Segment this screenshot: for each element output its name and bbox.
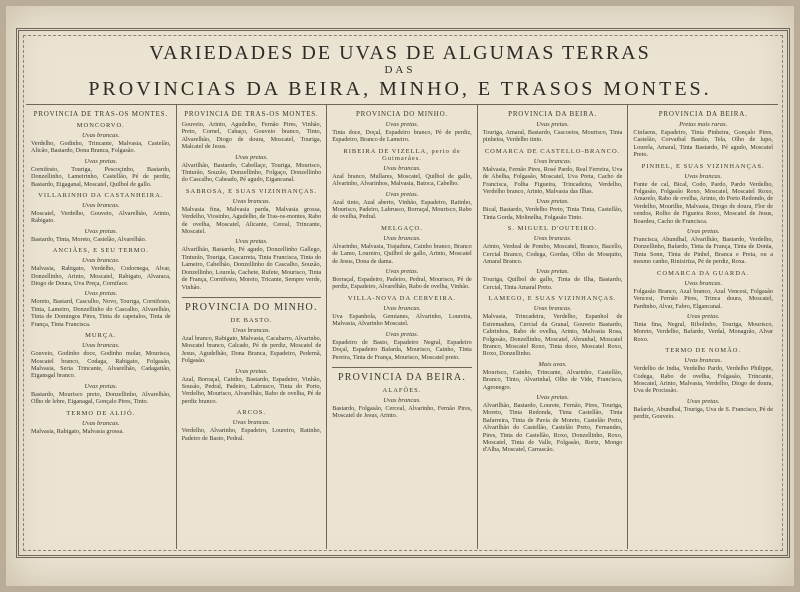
place-heading: DE BASTO. xyxy=(230,316,273,324)
grape-category-label: Uvas pretas. xyxy=(385,121,419,128)
place-heading: TERMO DE ALIJÓ. xyxy=(66,409,136,417)
place-heading: MONCORVO. xyxy=(76,122,125,129)
grape-list-text: Bical, Bastardo, Verdelho Preto, Tinta Tinta, Castellão, Tinta Gorda, Molinelha, Folgasão Tinto. xyxy=(482,206,623,221)
grape-list-text: Gouveio, Arinto, Agudelho, Fernão Pires, Vinhão, Preto, Cornel, Cabaço, Gouveio branco, Tinto, Alvarelhão, Diogo de doura, Moscatel, Touriga, Malcatel de Jesus. xyxy=(181,121,322,151)
grape-category-label: Uvas pretas. xyxy=(385,268,419,276)
column-1 xyxy=(26,105,177,549)
grape-category-label: Uvas pretas. xyxy=(235,238,268,246)
grape-category-label: Uvas brancas. xyxy=(82,202,120,210)
grape-category-label: Uvas brancas. xyxy=(684,357,722,365)
grape-category-label: Uvas brancas. xyxy=(82,132,120,139)
province-heading: PROVINCIA DE TRAS-OS MONTES. xyxy=(33,110,168,118)
grape-category-label: Uvas brancas. xyxy=(232,419,271,427)
grape-list-text: Francisca, Abundhal, Alvarilhão, Bastardo, Verdelho, Donzellinho, Bafardo, Tinta da França, Tinta de Donia, Tinta Sonn, Tinta de Pinhel, Branca e Preta, ou a mesmo canho, Rinisiriza, Pé de perdiz, Roxa. xyxy=(633,236,773,266)
grape-list-text: Bastardo, Tinta, Moreto, Castelão, Alvarelhão. xyxy=(31,235,147,243)
grape-list-text: Malvasia, Rabigato, Verdelho, Codornega, Alvar, Donzellinho, Arinto, Moscatel, Rabigato, Alvaraca, Diogo de Doura, Uva Preça, Corniface. xyxy=(31,265,171,288)
place-heading: COMARCA DE CASTELLO-BRANCO. xyxy=(484,147,621,155)
grape-list-text: Tinta fina, Negral, Ribolinho, Touriga, Mourisco, Moreto, Verdelho, Bafardo, Verdal, Monagrão, Alvar Roxo. xyxy=(633,320,773,343)
columns-container xyxy=(26,104,778,549)
grape-category-label: Uvas brancas. xyxy=(82,257,120,265)
column-3 xyxy=(327,105,478,549)
province-heading: PROVINCIA DE TRAS-OS MONTES. xyxy=(184,110,319,118)
column-2 xyxy=(177,105,328,549)
grape-category-label: Uvas brancas. xyxy=(533,305,572,313)
grape-category-label: Uvas pretas. xyxy=(536,268,569,276)
province-heading: PROVINCIA DO MINHO. xyxy=(355,110,448,118)
grape-list-text: Azal, Borraçal, Cainho, Bastardo, Espadeiro, Vinhão, Sousão, Pedral, Padeiro, Labrusco, Tinta do Porto, Verdelho, Mourisco, Alvarelhão, Rabo de ovelha, Pé de perdiz branco. xyxy=(181,375,322,405)
place-heading: SABROSA, E SUAS VIZINHANÇAS. xyxy=(185,187,317,195)
grape-list-text: Borraçal, Espadeiro, Padeiro, Pedral, Mourisco, Pé de perdiz, Espadeiro, Alvarelhão, Rabo de ovelha, Vinhão. xyxy=(332,276,472,291)
place-heading: PINHEL, E SUAS VIZINHANÇAS. xyxy=(641,162,765,170)
grape-list-text: Fonte de cal, Bical, Codo, Pardo, Pardo Verdelho, Folgasão, Folgasão Roxo, Moscatel, Moscatel Roxo, Amarelo, Rabo de ovelha, Arinto, do Porto Redondo, de Verdelho, Mourilhe, Malvasia, Diogo de doura, Flor de vendos, Rolho de Figueira Roxo, Moscatel de Jesus, Boardeu, Cacho de Francisca. xyxy=(633,180,773,225)
place-heading: VILLARINHO DA CASTANHEIRA. xyxy=(38,192,164,200)
place-heading: TERMO DE NOMÃO. xyxy=(665,347,742,355)
grape-category-label: Uvas brancas. xyxy=(383,304,421,312)
place-heading: S. MIGUEL D'OUTEIRO. xyxy=(507,225,598,233)
grape-category-label: Uvas pretas. xyxy=(686,312,720,320)
grape-category-label: Uvas brancas. xyxy=(232,326,271,334)
grape-list-text: Verdelho, Alvarinho, Espadeiro, Loureiro, Ratinho, Padeiro de Basto, Pedral. xyxy=(181,427,322,442)
grape-category-label: Uvas brancas. xyxy=(383,234,421,242)
grape-category-label: Uvas pretas. xyxy=(84,157,118,165)
place-heading: LAMEGO, E SUAS VIZINHANÇAS. xyxy=(488,295,617,303)
page-title: VARIEDADES DE UVAS DE ALGUMAS TERRAS xyxy=(149,42,651,64)
grape-category-label: Uvas pretas. xyxy=(385,330,419,338)
grape-category-label: Uvas pretas. xyxy=(84,290,118,298)
grape-category-label: Uvas pretas. xyxy=(84,382,118,390)
grape-list-text: Espadeiro de Basto, Espadeiro Negral, Espadeiro Doçal, Espadeiro Bafarda, Mourisco, Cainho, Tinta Pereira, Tinta de França, Mourisco, Moscatel preto. xyxy=(332,338,472,361)
grape-list-text: Alvarilhão, Bastardo, Cabellaçe, Touriga, Mourisco, Tinturão, Souzão, Donzellinho, Folgaço, Donzellinho do Cascalho, Cabeado, Pé agudo, Eigancanal. xyxy=(181,161,322,184)
grape-category-label: Uvas brancas. xyxy=(533,157,572,165)
grape-list-text: Tinta doce, Doçal, Espadeiro branco, Pé de perdiz, Espadeiro, Branco de Lameiro. xyxy=(332,129,472,144)
grape-category-label: Pretas mais raras. xyxy=(679,121,728,128)
place-heading: MURÇA. xyxy=(85,332,117,340)
grape-category-label: Uvas pretas. xyxy=(686,228,720,236)
province-heading: PROVINCIA DA BEIRA. xyxy=(508,110,598,118)
grape-category-label: Uvas pretas. xyxy=(536,393,569,401)
grape-list-text: Moreto, Bastard, Casculho, Novo, Touriga, Cornifesto, Tinta, Lameiro, Donzellinho do Cascalho, Alvarelhão, Tinta de Domingos Pires, Tinta de capetalos, Tinta de França, Tinta Francisca. xyxy=(31,298,171,328)
place-heading: RIBEIRA DE VIZELLA, perto de Guimarães. xyxy=(343,147,461,162)
title-connector: DAS xyxy=(384,64,416,76)
grape-category-label: Uvas pretas. xyxy=(235,153,268,161)
grape-list-text: Cinfaens, Espadeiro, Tinta Pinheira, Gonçalo Pires, Castelão, Corvaibal Bastão, Tela, Olho de lupo, Lourela, Amaral, Tinta Bastardo, Pé agudo, Moscatel Preto. xyxy=(633,129,773,159)
grape-category-label: Uvas pretas. xyxy=(84,227,118,235)
grape-category-label: Uvas pretas. xyxy=(385,190,419,198)
document-sheet xyxy=(6,6,794,586)
grape-list-text: Arinto, Verdeal de Pombo, Moscatel, Branco, Bacello, Cercial Branco, Codega, Gordas, Olho de Mosquito, Amaral Branco. xyxy=(482,243,623,266)
grape-category-label: Uvas brancas. xyxy=(82,419,120,427)
grape-list-text: Azal branco, Rabigato, Malvasia, Cacabarro, Alvarinho, Moscatel branco, Calcado, Pé de perdiz, Moscatel de Jesus, Agudelhão, Dona Branca, Espadeiro, Pedernã, Folgasão. xyxy=(181,334,322,365)
grape-list-text: Gouveio, Godinho doce, Godinho molar, Mourisca, Moscatel branco, Codaga, Rabigato, Folgasão, Malvasia, Seria Trincante, Alvarelhão, Cadagatião, Eigansgal branco. xyxy=(31,350,171,380)
grape-list-text: Malvasia, Trincadeira, Verdelho, Espanhol de Estremadura, Cercial da Granal, Gouveio Bastardo, Cabrinhos, Rabo de ovelha, Arinto, Malvasia Rosa, Folgosão, Donzellinho, Moscatel, Abrunhal, Moscatel Branco, Moscatel Roxo, Tinta doce, Moscatel Roxo, Roxo, Donzellinho. xyxy=(482,313,623,358)
grape-category-label: Uvas pretas. xyxy=(686,397,720,405)
grape-category-label: Uvas pretas. xyxy=(235,367,268,375)
place-heading: COMARCA DA GUARDA. xyxy=(657,269,750,277)
grape-category-label: Uvas brancas. xyxy=(684,172,722,180)
grape-list-text: Malvasia, Fernão Pires, Rosé Pardo, Real Ferreira, Uva de Abelha, Folgasão, Moscatel, Uva Preta, Cacho de Francisca, Folha Figueira, Trincadeira, Verdelho, Verdelho branco, Arinto, Malvasia das Ilhas. xyxy=(482,165,623,196)
place-heading: ARCOS. xyxy=(236,409,267,417)
place-heading: ALAFÕES. xyxy=(382,386,422,394)
grape-category-label: Uvas pretas. xyxy=(536,121,569,128)
grape-list-text: Azal branco, Mullares, Moscatel, Quilbol de gallo, Alvarinho, Alvarinhos, Malvasia, Batoca, Cabelho. xyxy=(332,172,472,188)
grape-list-text: Verdelho de India, Verdelho Pardo, Verdelho Philippe, Codega, Rabo de ovelha, Folgasão, Trincante, Moscatel, Arinto, Malvasia, Verdelho, Diogo de doura, Uva de Procissão. xyxy=(633,365,773,395)
grape-category-label: Mais uvas. xyxy=(538,360,567,368)
place-heading: MELGAÇO. xyxy=(381,224,423,232)
grape-list-text: Uva Espanhola, Gemianes, Alvarinho, Loureira, Malvasia, Alvarinho Moscatel. xyxy=(332,312,472,328)
grape-list-text: Touriga, Amaral, Bastardo, Cascoeira, Mourisco, Tinta pinheira, Verdelho tinto. xyxy=(482,129,623,144)
grape-category-label: Uvas brancas. xyxy=(82,342,120,350)
column-5 xyxy=(628,105,778,549)
grape-list-text: Alvarinho, Malvasia, Trajadura, Cainho branco, Branco de Lamo, Loureiro, Quilbol de gallo, Arinto, Moscatel de Jesus, Dona de dama. xyxy=(332,242,472,265)
grape-list-text: Bastardo, Mourisco preto, Donzellinho, Alvarelhão, Olho de lebre, Eiganagal, Gonçalo Pires, Tinto. xyxy=(31,390,171,406)
grape-list-text: Folgasão Branco, Azal branco, Azal Vencesi, Folgasão Vencesi, Fernão Pires, Trinca doura, Moscatel, Pardinho, Alvar, Fabro, Elgancanal. xyxy=(633,287,773,310)
grape-list-text: Bafardo, Abundhal, Touriga, Uva de S. Francisco, Pé de perdiz, Gouveio. xyxy=(633,405,773,421)
grape-list-text: Bastardo, Folgasão, Cerceal, Alvarinho, Fernão Pires, Moscatel de Jesus, Arinto. xyxy=(332,404,472,420)
grape-category-label: Uvas brancas. xyxy=(533,235,572,243)
grape-list-text: Verdelho, Godinho, Trincante, Malvasia, Castelão, Alicão, Bastardo, Dona Branca, Folgasão. xyxy=(31,140,171,155)
province-heading: PROVINCIA DO MINHO. xyxy=(182,297,322,313)
grape-list-text: Malvasia fina, Malvasia parda, Malvasia grossa, Verdelho, Viosinho, Agudelho, de Tras-os-montes, Rabo de ovelha, Moscatel, Alicante, Cereal, Trincante, Moscatel. xyxy=(181,205,322,236)
grape-list-text: Alvarilhão, Bastardo, Lourete, Fernão, Pires, Touriga, Moreto, Tinta Redonda, Tinta Castellão, Tinta Bafarreira, Tinta de Pavia de Moreto, Castelão Preto, Alvarilhão do Castellão, Castelão Preto, Fernandes, Pires, Tinta do Castellão, Roxo, Donzellinho, Roxo, Moscatel, Tinta de Valle, Folgasão, Roriz, Mongo d'Alba, Moscatel, Carrascão. xyxy=(482,401,623,454)
grape-list-text: Moscatel, Verdelho, Gouveio, Alvarelhão, Arinto, Rabigato. xyxy=(31,210,171,225)
place-heading: ANCIÃES, E SEU TERMO. xyxy=(52,247,149,255)
page-subtitle: PROVINCIAS DA BEIRA, MINHO, E TRASOS MONTES. xyxy=(88,78,712,100)
grape-list-text: Alvarilhão, Bastardo, Pé agudo, Donzellinho Gallego, Tinturão, Touriga, Cascarreta, Tinta Francisca, Tinta do Lameiro, Cabelhão, Donzellinho do Cascalho, Souzão, Donzellinho, Lourela, Cachete, Rufete, Mourisco, Tinta de França, Cornifesto, Moreto, Tricante, Sempre verde, Vinhão. xyxy=(181,246,322,291)
grape-list-text: Mourisco, Cainho, Trincante, Alvarinho, Castellão, Branco, Tinto, Alvarinhal, Olho de Vide, Francisca, Agronegro. xyxy=(482,368,623,391)
grape-category-label: Uvas brancas. xyxy=(232,197,271,205)
grape-list-text: Malvasia, Rabigato, Malvasia grossa. xyxy=(31,427,124,435)
province-heading: PROVINCIA DA BEIRA. xyxy=(332,367,472,383)
grape-category-label: Uvas brancas. xyxy=(684,279,722,287)
grape-category-label: Uvas pretas. xyxy=(536,198,569,206)
grape-list-text: Touriga, Quilbol de gallo, Tinta de Ilha, Bastardo, Cercial, Tinta Amaral Preto. xyxy=(482,276,623,291)
grape-list-text: Azal tinto, Azal aberto, Vinhão, Espadeiro, Ratinho, Mourisco, Padeiro, Labrusco, Borraçal, Mourisco, Rabo de ovelha, Pedral. xyxy=(332,198,472,221)
grape-list-text: Cornifesto, Touriga, Pescoçinho, Bastardo, Donzellinho, Lameirinho, Castellão, Pé de perdiz, Bastardo, Eigaganal, Moscatel, Quilbol de gallo. xyxy=(31,165,171,188)
grape-category-label: Uvas brancas. xyxy=(383,396,421,404)
province-heading: PROVINCIA DA BEIRA. xyxy=(658,110,748,118)
column-4 xyxy=(478,105,629,549)
place-heading: VILLA-NOVA DA CERVEIRA. xyxy=(347,294,457,302)
grape-category-label: Uvas brancas. xyxy=(383,164,421,172)
